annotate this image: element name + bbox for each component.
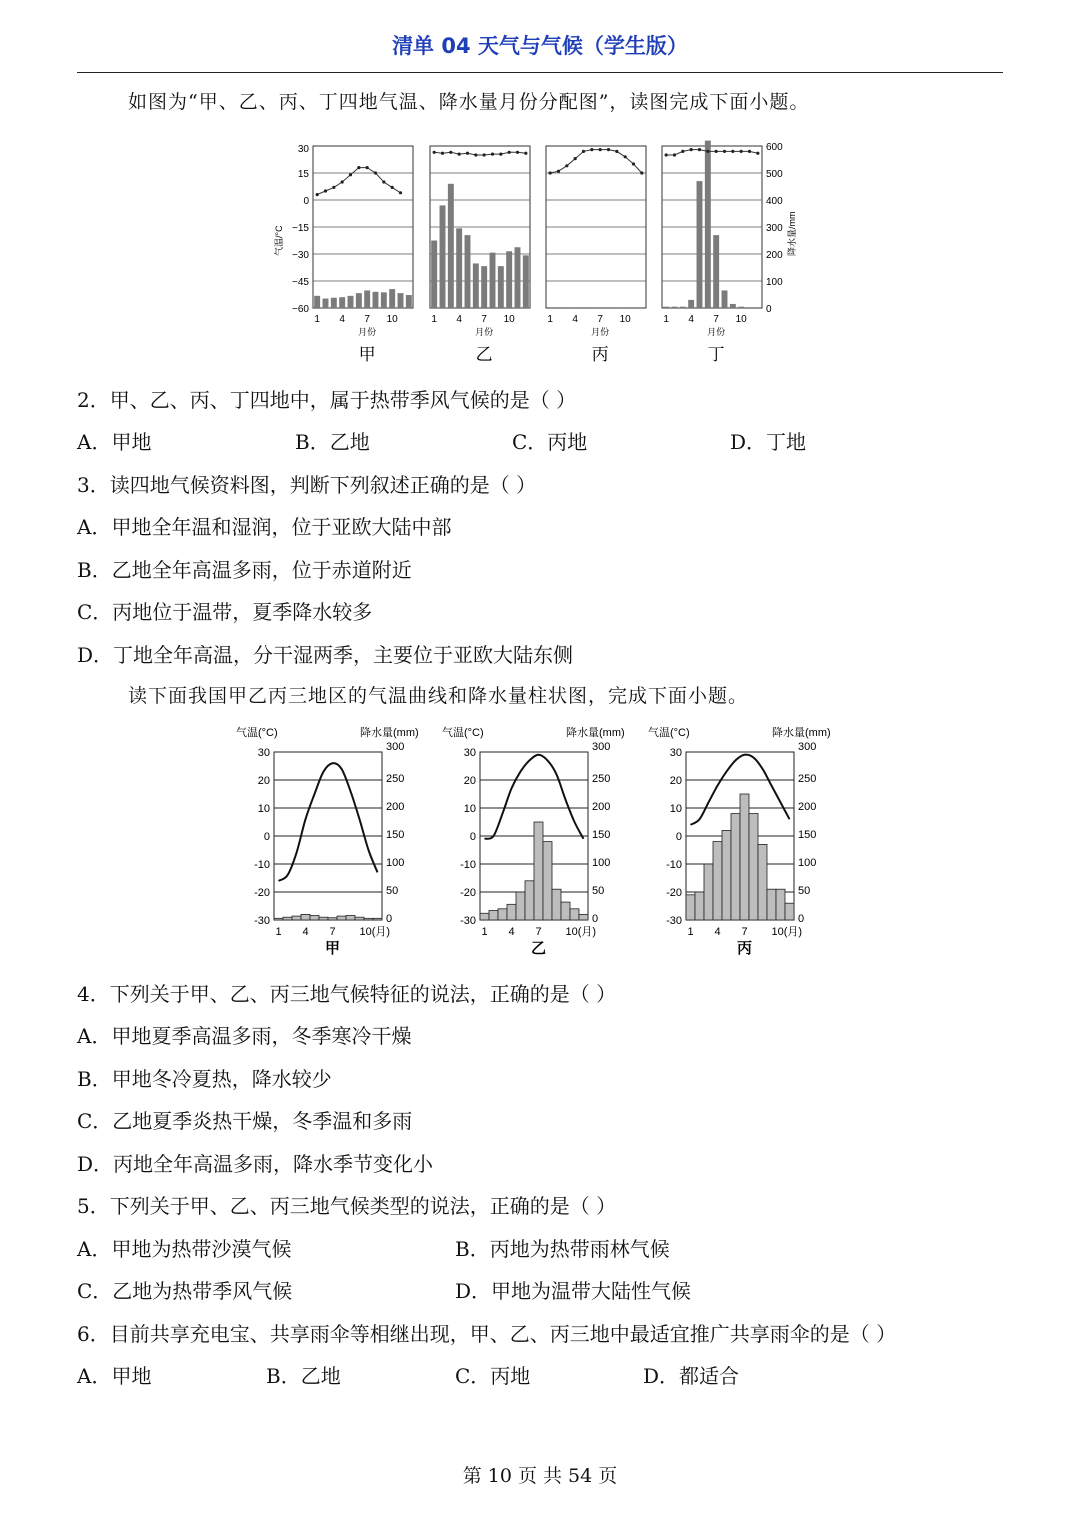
precip-tick: 600: [766, 142, 783, 153]
temp-point: [706, 150, 709, 153]
panel-label: 丙: [736, 940, 753, 957]
precip-tick: 250: [386, 773, 405, 785]
precip-bar: [465, 235, 471, 308]
precip-bar: [398, 293, 404, 308]
precip-bar: [695, 892, 704, 920]
month-tick: 7: [481, 314, 487, 325]
month-label: 月份: [475, 327, 494, 337]
month-tick: 10: [619, 314, 631, 325]
precip-bar: [364, 290, 370, 308]
precip-bar: [740, 794, 749, 920]
fig1-panels: [313, 141, 762, 364]
precip-bar: [480, 913, 489, 920]
climate-charts-figure-1: [260, 134, 800, 370]
temp-point: [516, 151, 519, 154]
precip-tick: 200: [766, 250, 783, 261]
precip-tick: 200: [386, 801, 405, 813]
fig2-panel: [648, 725, 831, 957]
precip-bar: [776, 889, 785, 920]
precip-bar: [431, 241, 437, 309]
precip-bar: [348, 296, 354, 308]
precip-bar: [680, 307, 686, 308]
question-6-stem: 6．目前共享充电宝、共享雨伞等相继出现，甲、乙、丙三地中最适宜推广共享雨伞的是（ ）: [77, 1322, 897, 1346]
q6-option-a[interactable]: A．甲地: [77, 1364, 152, 1388]
precip-bar: [328, 918, 337, 920]
precip-tick: 200: [592, 801, 611, 813]
precip-bar: [381, 292, 387, 308]
q4-option-d[interactable]: D．丙地全年高温多雨，降水季节变化小: [77, 1152, 434, 1176]
temp-point: [491, 153, 494, 156]
month-tick: 4: [714, 926, 721, 938]
precip-bar: [346, 916, 355, 920]
precip-bar: [731, 814, 740, 920]
precip-bar: [738, 307, 744, 308]
precip-bar: [614, 307, 620, 308]
month-tick: 10(月): [565, 926, 597, 938]
temp-axis-title: 气温(°C): [648, 727, 690, 739]
precip-bar: [337, 916, 346, 920]
q6-option-b[interactable]: B．乙地: [266, 1364, 341, 1388]
precip-bar: [301, 914, 310, 920]
temp-point: [399, 191, 402, 194]
temp-point: [483, 153, 486, 156]
temp-tick: −15: [292, 223, 309, 234]
precip-tick: 300: [386, 741, 405, 753]
precip-tick: 150: [386, 829, 405, 841]
precip-bar: [688, 300, 694, 308]
precip-bar: [323, 299, 329, 308]
precip-bar: [319, 917, 328, 920]
temp-tick: -10: [460, 859, 476, 871]
precip-bar: [274, 918, 283, 920]
temp-point: [449, 151, 452, 154]
precip-tick: 150: [592, 829, 611, 841]
precip-bar: [373, 292, 379, 308]
temp-tick: 30: [463, 747, 476, 759]
q4-option-b[interactable]: B．甲地冬冷夏热，降水较少: [77, 1067, 332, 1091]
precip-bar: [292, 916, 301, 920]
temp-tick: 20: [257, 775, 270, 787]
temp-axis-title: 气温(°C): [442, 727, 484, 739]
month-tick: 1: [547, 314, 553, 325]
precip-tick: 300: [766, 223, 783, 234]
precip-bar: [749, 814, 758, 920]
precip-bar: [310, 916, 319, 920]
month-tick: 4: [508, 926, 515, 938]
precip-bar: [314, 296, 320, 308]
q2-option-a[interactable]: A．甲地: [77, 430, 152, 454]
temp-tick: -20: [666, 887, 682, 899]
precip-bar: [747, 307, 753, 308]
question-2-stem: 2．甲、乙、丙、丁四地中，属于热带季风气候的是（ ）: [77, 388, 577, 412]
precip-bar: [672, 307, 678, 308]
precip-bar: [570, 909, 579, 920]
temp-point: [632, 162, 635, 165]
precip-bar: [589, 307, 595, 308]
temp-point: [316, 193, 319, 196]
temp-point: [715, 150, 718, 153]
precip-bar: [515, 247, 521, 308]
temp-point: [366, 166, 369, 169]
precip-bar: [697, 181, 703, 308]
precip-tick: 0: [592, 913, 599, 925]
month-tick: 7: [597, 314, 603, 325]
month-tick: 1: [431, 314, 437, 325]
temp-tick: 30: [669, 747, 682, 759]
month-tick: 10: [503, 314, 515, 325]
q6-option-c[interactable]: C．丙地: [455, 1364, 531, 1388]
fig1-panel: [313, 146, 413, 364]
temp-tick: 10: [257, 803, 270, 815]
precip-bar: [456, 228, 462, 308]
temp-tick: -30: [666, 915, 682, 927]
month-tick: 7: [713, 314, 719, 325]
climate-charts-figure-2: [228, 720, 858, 965]
temp-point: [723, 150, 726, 153]
month-label: 月份: [591, 327, 610, 337]
temp-point: [441, 152, 444, 155]
temp-point: [332, 186, 335, 189]
precip-bar: [373, 918, 382, 920]
precip-bar: [389, 289, 395, 308]
temp-point: [349, 173, 352, 176]
precip-bar: [597, 307, 603, 308]
precip-tick: 300: [592, 741, 611, 753]
temp-point: [690, 148, 693, 151]
fig2-panel: [442, 725, 625, 957]
precip-bar: [730, 304, 736, 308]
precip-bar: [331, 298, 337, 308]
month-tick: 10: [386, 314, 398, 325]
precip-tick: 250: [798, 773, 817, 785]
precip-bar: [489, 910, 498, 920]
precip-bar: [767, 889, 776, 920]
temp-tick: 0: [675, 831, 682, 843]
precip-bar: [283, 917, 292, 920]
temp-tick: 10: [669, 803, 682, 815]
precip-tick: 50: [798, 885, 811, 897]
temp-axis-label: 气温/°C: [274, 225, 284, 256]
precip-tick: 50: [592, 885, 605, 897]
month-tick: 1: [481, 926, 488, 938]
temp-point: [731, 150, 734, 153]
fig1-panel: [546, 146, 646, 364]
precip-bar: [481, 266, 487, 308]
precip-axis-title: 降水量(mm): [566, 727, 625, 739]
q2-option-d[interactable]: D．丁地: [730, 430, 807, 454]
temp-tick: 0: [303, 196, 309, 207]
precip-bar: [722, 830, 731, 920]
temp-point: [756, 152, 759, 155]
precip-bar: [339, 297, 345, 308]
page-footer: 第 10 页 共 54 页: [462, 1465, 618, 1487]
temp-point: [599, 148, 602, 151]
q3-option-c[interactable]: C．丙地位于温带，夏季降水较多: [77, 600, 373, 624]
question-4-stem: 4．下列关于甲、乙、丙三地气候特征的说法，正确的是（ ）: [77, 982, 617, 1006]
temp-point: [374, 171, 377, 174]
precip-bar: [713, 235, 719, 308]
precip-bar: [561, 902, 570, 920]
q3-option-a[interactable]: A．甲地全年温和湿润，位于亚欧大陆中部: [77, 515, 452, 539]
temp-tick: 30: [297, 144, 309, 155]
month-tick: 1: [314, 314, 320, 325]
precip-bar: [507, 904, 516, 920]
precip-tick: 100: [798, 857, 817, 869]
precip-bar: [516, 892, 525, 920]
precip-tick: 250: [592, 773, 611, 785]
month-label: 月份: [358, 327, 377, 337]
precip-bar: [755, 307, 761, 308]
q3-option-b[interactable]: B．乙地全年高温多雨，位于赤道附近: [77, 558, 412, 582]
precip-bar: [506, 251, 512, 308]
temp-tick: −45: [292, 277, 309, 288]
precip-tick: 0: [798, 913, 805, 925]
fig1-panel: [430, 146, 530, 364]
temp-point: [574, 157, 577, 160]
precip-bar: [534, 822, 543, 920]
temp-tick: 0: [469, 831, 476, 843]
fig1-panel: [662, 141, 762, 364]
precip-axis-label: 降水量/mm: [787, 211, 797, 256]
precip-tick: 150: [798, 829, 817, 841]
temp-tick: 0: [263, 831, 270, 843]
temp-point: [433, 151, 436, 154]
precip-bar: [606, 307, 612, 308]
month-tick: 4: [339, 314, 345, 325]
precip-bar: [713, 842, 722, 920]
precip-bar: [686, 895, 695, 920]
precip-bar: [663, 307, 669, 308]
month-tick: 10(月): [771, 926, 803, 938]
temp-point: [615, 150, 618, 153]
precip-bar: [758, 844, 767, 920]
q3-option-d[interactable]: D．丁地全年高温，分干湿两季，主要位于亚欧大陆东侧: [77, 643, 574, 667]
month-tick: 10: [735, 314, 747, 325]
month-tick: 7: [364, 314, 370, 325]
precip-bar: [785, 903, 794, 920]
temp-point: [524, 152, 527, 155]
header-divider: [77, 72, 1003, 73]
precip-tick: 100: [386, 857, 405, 869]
q5-option-b[interactable]: B．丙地为热带雨林气候: [455, 1237, 670, 1261]
temp-tick: −30: [292, 250, 309, 261]
precip-bar: [581, 307, 587, 308]
precip-bar: [564, 307, 570, 308]
precip-bar: [498, 266, 504, 308]
month-tick: 1: [275, 926, 282, 938]
temp-tick: 15: [297, 169, 309, 180]
precip-tick: 300: [798, 741, 817, 753]
precip-bar: [631, 307, 637, 308]
temp-point: [673, 153, 676, 156]
month-tick: 1: [663, 314, 669, 325]
precip-bar: [355, 917, 364, 920]
temp-point: [665, 153, 668, 156]
temp-point: [640, 171, 643, 174]
panel-label: 乙: [475, 345, 493, 364]
fig2-panels: [236, 725, 831, 957]
precip-tick: 50: [386, 885, 399, 897]
temp-point: [681, 150, 684, 153]
precip-bar: [448, 184, 454, 308]
temp-tick: -30: [460, 915, 476, 927]
question-3-stem: 3．读四地气候资料图，判断下列叙述正确的是（ ）: [77, 473, 537, 497]
temp-point: [324, 189, 327, 192]
precip-bar: [473, 263, 479, 308]
temp-point: [508, 151, 511, 154]
q2-option-c[interactable]: C．丙地: [512, 430, 588, 454]
month-tick: 4: [456, 314, 462, 325]
precip-tick: 0: [386, 913, 393, 925]
precip-bar: [364, 918, 373, 920]
month-tick: 7: [535, 926, 542, 938]
precip-bar: [572, 307, 578, 308]
precip-bar: [579, 914, 588, 920]
temp-tick: 10: [463, 803, 476, 815]
precip-bar: [547, 307, 553, 308]
precip-bar: [556, 307, 562, 308]
precip-axis-title: 降水量(mm): [772, 727, 831, 739]
temp-point: [391, 186, 394, 189]
panel-label: 丁: [707, 345, 725, 364]
temp-point: [624, 155, 627, 158]
temp-point: [458, 153, 461, 156]
page-header-title: 清单 04 天气与气候（学生版）: [392, 34, 688, 58]
month-tick: 4: [302, 926, 309, 938]
intro-text-2: 读下面我国甲乙丙三地区的气温曲线和降水量柱状图，完成下面小题。: [128, 685, 749, 707]
precip-bar: [406, 295, 412, 308]
precip-bar: [356, 293, 362, 308]
month-tick: 4: [688, 314, 694, 325]
panel-label: 甲: [358, 345, 376, 364]
q5-option-d[interactable]: D．甲地为温带大陆性气候: [455, 1279, 692, 1303]
temp-tick: -20: [254, 887, 270, 899]
temp-tick: -20: [460, 887, 476, 899]
precip-bar: [704, 864, 713, 920]
temp-point: [557, 170, 560, 173]
precip-tick: 100: [592, 857, 611, 869]
temp-tick: 20: [669, 775, 682, 787]
temp-point: [748, 150, 751, 153]
precip-tick: 200: [798, 801, 817, 813]
month-tick: 4: [572, 314, 578, 325]
month-tick: 7: [329, 926, 336, 938]
temp-tick: -30: [254, 915, 270, 927]
q2-option-b[interactable]: B．乙地: [295, 430, 370, 454]
temp-point: [582, 150, 585, 153]
q5-option-c[interactable]: C．乙地为热带季风气候: [77, 1279, 293, 1303]
temp-point: [474, 153, 477, 156]
panel-label: 丙: [591, 345, 609, 364]
panel-label: 乙: [530, 940, 547, 957]
temp-point: [549, 171, 552, 174]
temp-point: [466, 152, 469, 155]
precip-bar: [639, 307, 645, 308]
q6-option-d[interactable]: D．都适合: [643, 1364, 740, 1388]
q4-option-c[interactable]: C．乙地夏季炎热干燥，冬季温和多雨: [77, 1109, 413, 1133]
temp-point: [698, 148, 701, 151]
precip-tick: 0: [766, 304, 772, 315]
temp-tick: -10: [666, 859, 682, 871]
question-5-stem: 5．下列关于甲、乙、丙三地气候类型的说法，正确的是（ ）: [77, 1194, 617, 1218]
temp-point: [499, 153, 502, 156]
precip-bar: [440, 205, 446, 308]
temp-point: [565, 164, 568, 167]
q4-option-a[interactable]: A．甲地夏季高温多雨，冬季寒冷干燥: [77, 1024, 412, 1048]
temp-tick: 30: [257, 747, 270, 759]
precip-bar: [490, 253, 496, 308]
panel-label: 甲: [324, 940, 341, 957]
temp-tick: -10: [254, 859, 270, 871]
temp-point: [590, 148, 593, 151]
month-tick: 1: [687, 926, 694, 938]
temp-point: [341, 180, 344, 183]
precip-bar: [552, 889, 561, 920]
precip-bar: [622, 307, 628, 308]
precip-tick: 100: [766, 277, 783, 288]
precip-bar: [498, 909, 507, 920]
precip-tick: 500: [766, 169, 783, 180]
temp-point: [740, 150, 743, 153]
temp-tick: −60: [292, 304, 309, 315]
fig2-panel: [236, 725, 419, 957]
month-tick: 7: [741, 926, 748, 938]
temp-point: [357, 166, 360, 169]
temp-axis-title: 气温(°C): [236, 727, 278, 739]
precip-bar: [543, 842, 552, 920]
precip-tick: 400: [766, 196, 783, 207]
temp-tick: 20: [463, 775, 476, 787]
precip-bar: [525, 881, 534, 920]
month-tick: 10(月): [359, 926, 391, 938]
month-label: 月份: [707, 327, 726, 337]
temp-point: [607, 148, 610, 151]
intro-text-1: 如图为“甲、乙、丙、丁四地气温、降水量月份分配图”，读图完成下面小题。: [128, 91, 810, 113]
precip-bar: [705, 141, 711, 308]
q5-option-a[interactable]: A．甲地为热带沙漠气候: [77, 1237, 292, 1261]
precip-axis-title: 降水量(mm): [360, 727, 419, 739]
precip-bar: [523, 255, 529, 308]
precip-bar: [722, 290, 728, 308]
temp-point: [382, 180, 385, 183]
